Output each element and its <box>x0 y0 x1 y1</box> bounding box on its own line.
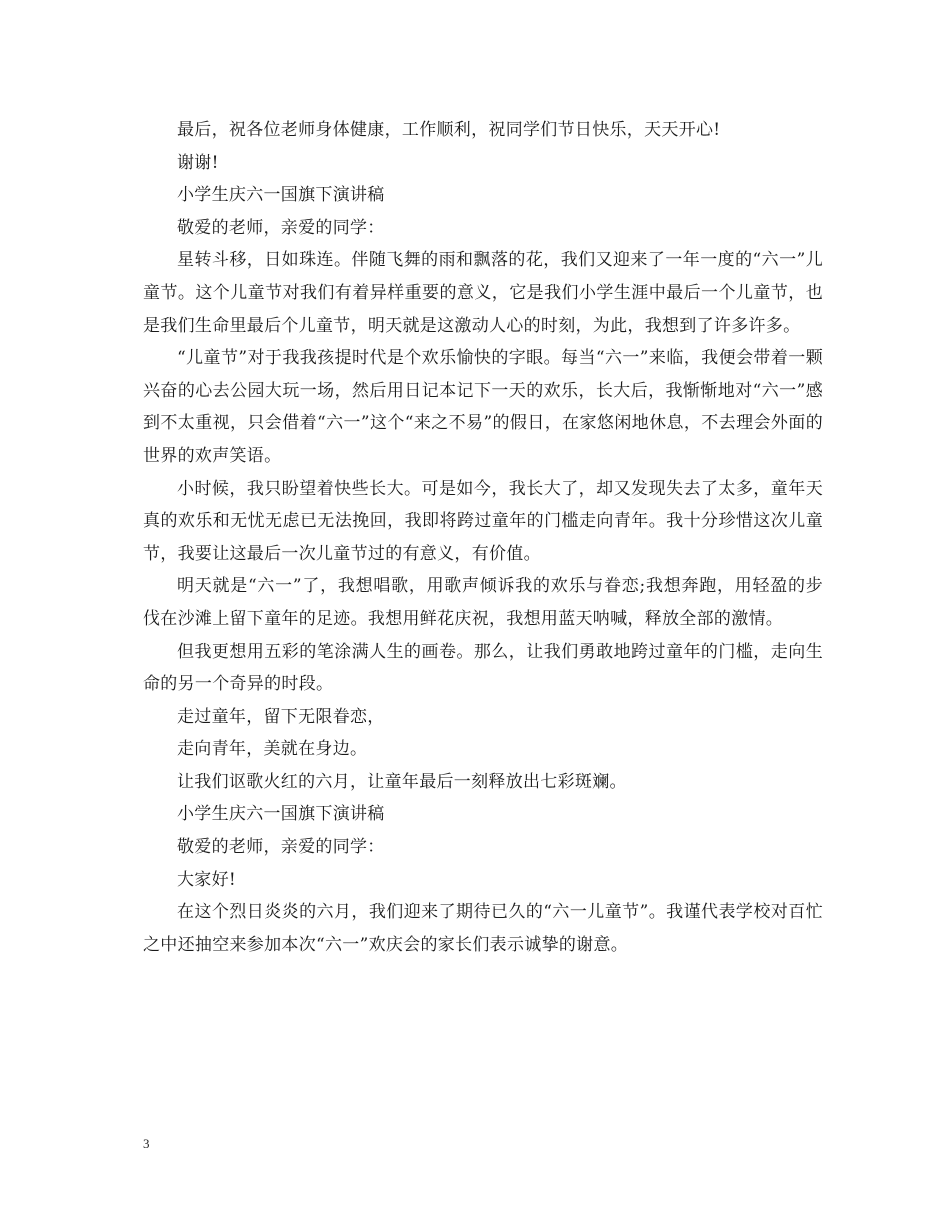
body-paragraph: 让我们讴歌火红的六月，让童年最后一刻释放出七彩斑斓。 <box>177 771 627 792</box>
body-paragraph: 在这个烈日炎炎的六月，我们迎来了期待已久的“六一儿童节”。我谨代表学校对百忙之中还抽空来参加本次“六一”欢庆会的家长们表示诚挚的谢意。 <box>143 902 823 955</box>
speech-salutation: 敬爱的老师，亲爱的同学： <box>177 837 385 858</box>
document-body <box>143 114 823 961</box>
speech-salutation: 敬爱的老师，亲爱的同学： <box>177 217 385 238</box>
body-paragraph: 小时候，我只盼望着快些长大。可是如今，我长大了，却又发现失去了太多，童年天真的欢乐和无忧无虑已无法挽回，我即将跨过童年的门槛走向青年。我十分珍惜这次儿童节，我要让这最后一次儿童节过的有意义，有价值。 <box>143 478 823 564</box>
poem-line: 走向青年，美就在身边。 <box>177 739 368 760</box>
poem-line: 走过童年，留下无限眷恋， <box>177 706 385 727</box>
speech-title: 小学生庆六一国旗下演讲稿 <box>177 185 385 206</box>
body-paragraph: 但我更想用五彩的笔涂满人生的画卷。那么，让我们勇敢地跨过童年的门槛，走向生命的另一个奇异的时段。 <box>143 641 823 695</box>
greeting-paragraph: 大家好! <box>177 869 237 890</box>
page-number: 3 <box>143 1136 150 1151</box>
speech-title: 小学生庆六一国旗下演讲稿 <box>177 804 385 825</box>
closing-wishes-paragraph: 最后，祝各位老师身体健康，工作顺利，祝同学们节日快乐，天天开心! <box>177 120 721 140</box>
body-paragraph: “儿童节”对于我我孩提时代是个欢乐愉快的字眼。每当“六一”来临，我便会带着一颗兴奋的心去公园大玩一场，然后用日记本记下一天的欢乐，长大后，我惭惭地对“六一”感到不太重视，只会借着“六一”这个“来之不易”的假日，在家悠闲地休息，不去理会外面的世界的欢声笑语。 <box>143 348 823 466</box>
body-paragraph: 星转斗移，日如珠连。伴随飞舞的雨和飘落的花，我们又迎来了一年一度的“六一”儿童节。这个儿童节对我们有着异样重要的意义，它是我们小学生涯中最后一个儿童节，也是我们生命里最后个儿童节，明天就是这激动人心的时刻，为此，我想到了许多许多。 <box>143 250 823 336</box>
body-paragraph: 明天就是“六一”了，我想唱歌，用歌声倾诉我的欢乐与眷恋;我想奔跑，用轻盈的步伐在沙滩上留下童年的足迹。我想用鲜花庆祝，我想用蓝天呐喊，释放全部的激情。 <box>143 576 823 629</box>
thanks-paragraph: 谢谢! <box>177 152 219 173</box>
